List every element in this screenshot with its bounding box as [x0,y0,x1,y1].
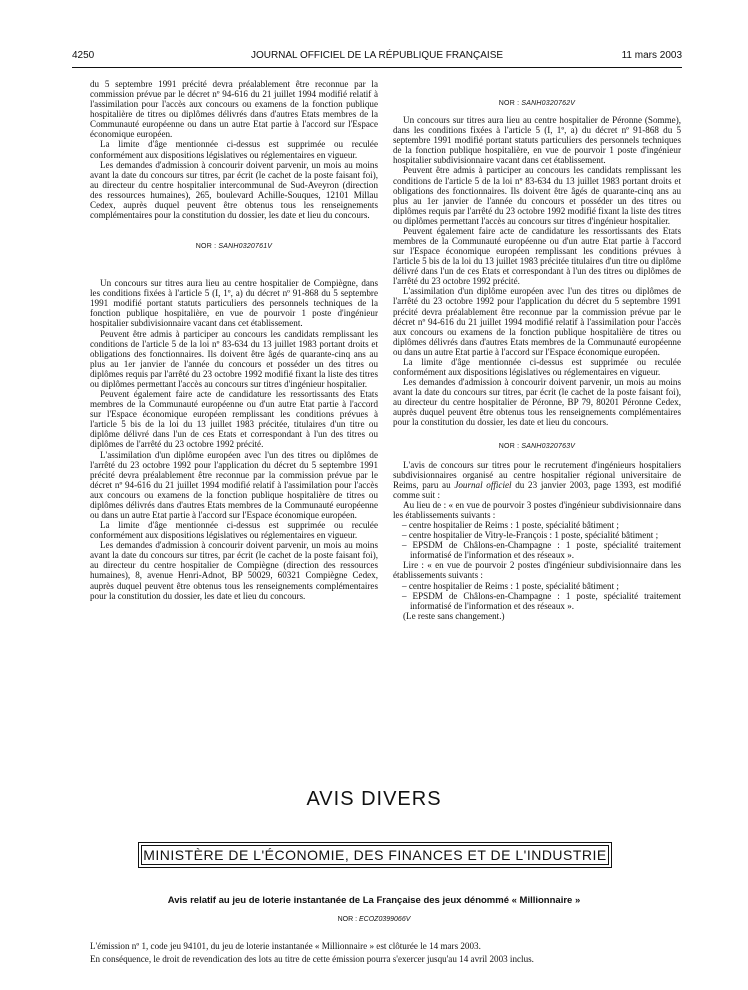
nor-reference [0,916,748,923]
paragraph: Un concours sur titres aura lieu au centre hospitalier de Péronne (Somme), dans les conditions fixées à l'article 5 (I, 1º, a) du décret nº 91-868 du 5 septembre 1991 modifié portant statuts particuliers des personnels techniques de la fonction publique hospitalière, en vue de pourvoir 1 poste d'ingénieur hospitalier subdivisionnaire vacant dans cet établissement. [393,115,681,166]
paragraph: La limite d'âge mentionnée ci-dessus est supprimée ou reculée conformément aux dispositions législatives ou réglementaires en vigueur. [90,139,378,160]
list-item: – centre hospitalier de Reims : 1 poste, spécialité bâtiment ; [402,580,619,591]
paragraph: Lire : « en vue de pourvoir 2 postes d'ingénieur subdivisionnaire dans les établissements suivants : [393,560,681,581]
nor-label: NOR : [337,916,358,923]
list-item: – EPSDM de Châlons-en-Champagne : 1 poste, spécialité traitement informatisé de l'information et des réseaux ». [402,540,681,561]
paragraph: Les demandes d'admission à concourir doivent parvenir, un mois au moins avant la date du concours sur titres, par écrit (le cachet de la poste faisant foi), au directeur du centre hospitalier de Péronne, BP 79, 80201 Péronne Cedex, auprès duquel peuvent être obtenus tous les renseignements complémentaires pour la constitution du dossier, les date et lieu du concours. [393,377,681,428]
page-header [72,50,682,66]
paragraph: Peuvent également faire acte de candidature les ressortissants des Etats membres de la Communauté européenne ou d'un autre Etat partie à l'accord sur l'Espace économique européen remplissant les conditions prévues à l'article 5 bis de la loi du 13 juillet 1983 précitée, titulaires d'un titre ou diplôme délivré dans l'un de ces Etats et correspondant à l'un des titres ou diplômes de l'arrêté du 23 octobre 1992 précité. [90,389,378,450]
issue-date: 11 mars 2003 [621,50,682,61]
nor-code: SANH0320761V [218,243,273,251]
paragraph: L'avis de concours sur titres pour le recrutement d'ingénieurs hospitaliers subdivisionnaires organisé au centre hospitalier régional universitaire de Reims, paru au Journal officiel du 23 janvier 2003, page 1393, est modifié comme suit : [393,459,681,500]
nor-code: SANH0320763V [521,442,576,450]
nor-code: SANH0320762V [521,100,576,107]
ministry-heading: MINISTÈRE DE L'ÉCONOMIE, DES FINANCES ET DE L'INDUSTRIE [141,845,609,865]
section-title: AVIS DIVERS [306,788,442,810]
nor-reference [393,99,681,109]
page-number: 4250 [72,50,95,61]
list-item: – centre hospitalier de Vitry-le-François : 1 poste, spécialité bâtiment ; [402,530,659,541]
journal-title: JOURNAL OFFICIEL DE LA RÉPUBLIQUE FRANÇAISE [250,50,504,61]
paragraph: Au lieu de : « en vue de pourvoir 3 postes d'ingénieur subdivisionnaire dans les établissements suivants : [393,499,681,520]
list [393,581,681,611]
paragraph: L'assimilation d'un diplôme européen avec l'un des titres ou diplômes de l'arrêté du 23 octobre 1992 pour l'application du décret du 5 septembre 1991 précité devra préalablement être reconnue par la commission prévue par le décret nº 94-616 du 21 juillet 1994 modifié relatif à l'assimilation pour l'accès aux concours ou examens de la fonction publique hospitalière de titres ou diplômes délivrés dans d'autres Etats membres de la Communauté européenne ou dans un autre Etat partie à l'accord sur l'Espace économique européen. [393,286,681,357]
notice-body [90,940,690,965]
list-item: – EPSDM de Châlons-en-Champagne : 1 poste, spécialité traitement informatisé de l'information et des réseaux ». [402,590,681,611]
right-column [393,79,681,621]
paragraph: Peuvent être admis à participer au concours les candidats remplissant les conditions de l'article 5 de la loi nº 83-634 du 13 juillet 1983 portant droits et obligations des fonctionnaires. Ils doivent être âgés de quarante-cinq ans au plus au 1er janvier de l'année du concours et posséder un des titres ou diplômes requis par l'arrêté du 23 octobre 1992 modifié fixant la liste des titres ou diplômes permettant l'accès au concours sur titres d'ingénieur hospitalier. [90,328,378,389]
nor-code: ECOZ0399066V [359,916,411,923]
paragraph: Les demandes d'admission à concourir doivent parvenir, un mois au moins avant la date du concours sur titres, par écrit (le cachet de la poste faisant foi), au directeur du centre hospitalier intercommunal de Sud-Aveyron (direction des ressources humaines), 265, boulevard Achille-Souques, 12101 Millau Cedex, auprès duquel peuvent être obtenus tous les renseignements complémentaires pour la constitution du dossier, les date et lieu du concours. [90,159,378,221]
paragraph: La limite d'âge mentionnée ci-dessus est supprimée ou reculée conformément aux dispositions législatives ou réglementaires en vigueur. [393,356,681,378]
paragraph: En conséquence, le droit de revendication des lots au titre de cette émission pourra s'exercer jusqu'au 14 avril 2003 inclus. [90,953,534,964]
paragraph: Les demandes d'admission à concourir doivent parvenir, un mois au moins avant la date du concours sur titres, par écrit (le cachet de la poste faisant foi), au directeur du centre hospitalier de Compiègne (direction des ressources humaines), 8, avenue Henri-Adnot, BP 50029, 60321 Compiègne Cedex, auprès duquel peuvent être obtenus tous les renseignements complémentaires pour la constitution du dossier, les date et lieu du concours. [90,540,378,601]
paragraph: Peuvent être admis à participer au concours les candidats remplissant les conditions de l'article 5 de la loi nº 83-634 du 13 juillet 1983 portant droits et obligations des fonctionnaires. Ils doivent être âgés de quarante-cinq ans au plus au 1er janvier de l'année du concours et posséder un des titres ou diplômes requis par l'arrêté du 23 octobre 1992 modifié fixant la liste des titres ou diplômes permettant l'accès au concours sur titres d'ingénieur hospitalier. [393,165,681,226]
nor-label: NOR : [498,100,520,107]
nor-label: NOR : [195,243,217,251]
nor-reference [393,442,681,452]
paragraph: La limite d'âge mentionnée ci-dessus est supprimée ou reculée conformément aux dispositions législatives ou réglementaires en vigueur. [90,520,378,541]
paragraph: L'émission nº 1, code jeu 94101, du jeu de loterie instantanée « Millionnaire » est clôturée le 14 mars 2003. [90,941,481,951]
paragraph: (Le reste sans changement.) [403,610,505,621]
ministry-box [138,842,612,868]
nor-label: NOR : [498,442,520,450]
paragraph: L'assimilation d'un diplôme européen avec l'un des titres ou diplômes de l'arrêté du 23 octobre 1992 pour l'application du décret du 5 septembre 1991 précité devra préalablement être reconnue par la commission prévue par le décret nº 94-616 du 21 juillet 1994 modifié relatif à l'assimilation pour l'accès aux concours ou examens de la fonction publique hospitalière de titres ou diplômes délivrés dans d'autres Etats membres de la Communauté européenne ou dans un autre Etat partie à l'accord sur l'Espace économique européen. [90,449,378,520]
list [393,520,681,560]
paragraph: Un concours sur titres aura lieu au centre hospitalier de Compiègne, dans les conditions fixées à l'article 5 (I, 1º, a) du décret nº 91-868 du 5 septembre 1991 modifié portant statuts particuliers des personnels techniques de la fonction publique hospitalière, en vue de pourvoir 1 poste d'ingénieur hospitalier subdivisionnaire vacant dans cet établissement. [90,278,378,329]
paragraph: Peuvent également faire acte de candidature les ressortissants des Etats membres de la Communauté européenne ou d'un autre Etat partie à l'accord sur l'Espace économique européen remplissant les conditions prévues à l'article 5 bis de la loi du 13 juillet 1983 précitée titulaires d'un titre ou diplôme délivré dans l'un de ces Etats et correspondant à l'un des titres ou diplômes de l'arrêté du 23 octobre 1992 précité. [393,225,681,287]
list-item: – centre hospitalier de Reims : 1 poste, spécialité bâtiment ; [402,520,619,531]
paragraph: du 5 septembre 1991 précité devra préalablement être reconnue par la commission prévue par le décret nº 94-616 du 21 juillet 1994 modifié relatif à l'assimilation pour l'accès aux concours ou examens de la fonction publique hospitalière de titres ou diplômes délivrés dans d'autres Etats membres de la Communauté européenne ou dans un autre Etat partie à l'accord sur l'Espace économique européen. [90,79,378,140]
journal-officiel-reference: Journal officiel [454,479,512,490]
notice-title: Avis relatif au jeu de loterie instantanée de La Française des jeux dénommé « Millionnaire » [167,895,581,906]
header-rule [72,67,682,68]
left-column [90,79,378,601]
nor-reference [90,242,378,252]
